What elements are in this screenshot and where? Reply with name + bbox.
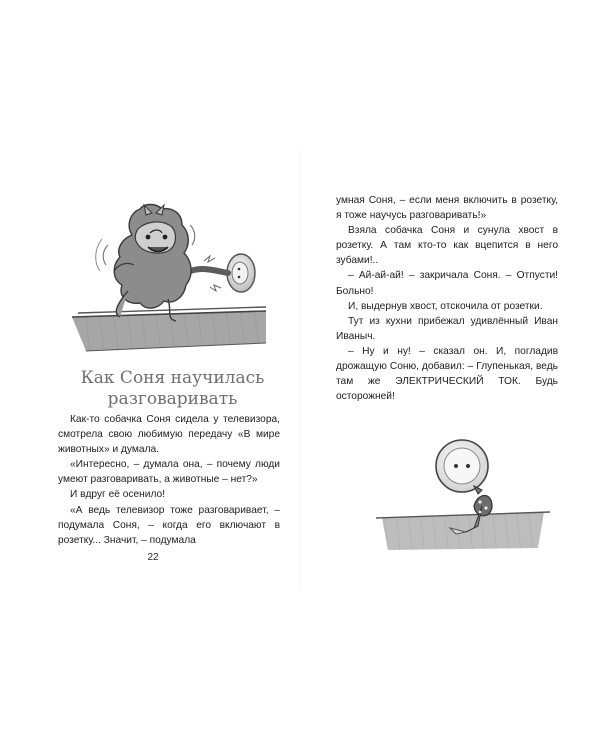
left-page-text (58, 412, 280, 548)
dog-tail-in-socket-illustration (68, 195, 268, 355)
paragraph: – Ну и ну! – сказал он. И, погладив дрожащую Соню, добавил: – Глупенькая, ведь там же ЭЛЕКТРИЧЕСКИЙ ТОК. Будь осторожней! (336, 345, 558, 403)
dog-character-icon (114, 205, 191, 322)
paragraph: «Интересно, – думала она, – почему люди умеют разговаривать, а животные – нет?» (58, 459, 280, 486)
chapter-title-line-2: разговаривать (107, 389, 238, 409)
paragraph: «А ведь телевизор тоже разговаривает, – подумала Соня, – когда его включают в розетку... Значит, – подумала (58, 504, 280, 546)
paragraph: Взяла собачка Соня и сунула хвост в розетку. А там кто-то как вцепится в него зубами!.. (336, 225, 558, 267)
wall-socket-icon (436, 440, 488, 492)
paragraph: Как-то собачка Соня сидела у телевизора, смотрела свою любимую передачу «В мире животных» и думала. (58, 414, 280, 456)
socket-and-bow-illustration (362, 420, 562, 552)
paragraph: – Ай-ай-ай! – закричала Соня. – Отпусти! Больно! (336, 270, 558, 297)
page-number: 22 (147, 552, 159, 563)
paragraph: Тут из кухни прибежал удивлённый Иван Иваныч. (336, 315, 558, 342)
paragraph: И вдруг её осенило! (70, 489, 166, 501)
wall-socket-icon (227, 254, 255, 292)
right-page-text (336, 193, 558, 404)
chapter-title-line-1: Как Соня научилась (80, 368, 265, 388)
right-page (300, 0, 600, 750)
paragraph: умная Соня, – если меня включить в розетку, я тоже научусь разговаривать!» (336, 195, 558, 222)
paragraph: И, выдернув хвост, отскочила от розетки. (348, 300, 543, 312)
